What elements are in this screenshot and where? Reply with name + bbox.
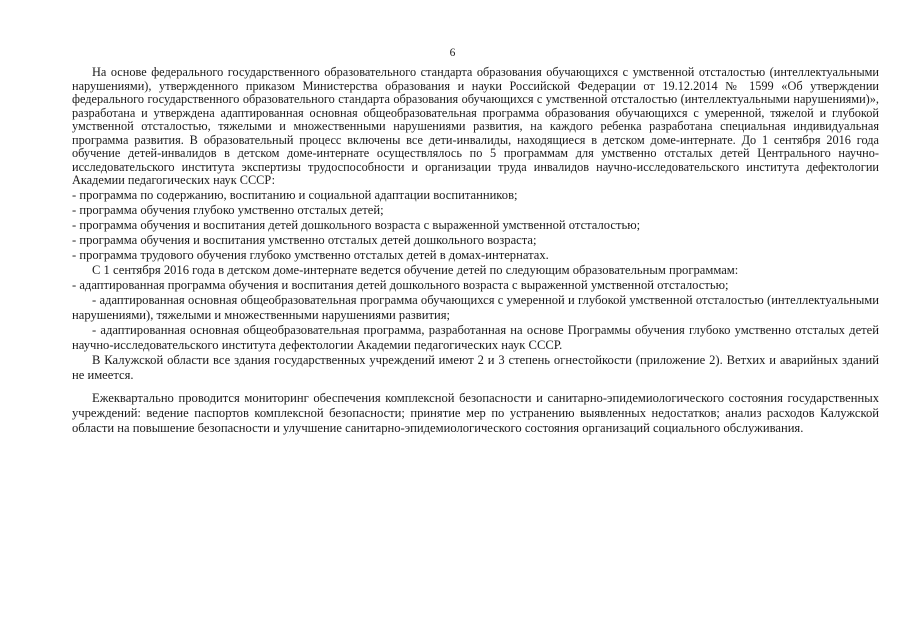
new-program-item: - адаптированная основная общеобразовательная программа, разработанная на основе Программы обучения глубоко умственно отсталых детей научно-исследовательского института дефектологии Академии педагогических наук СССР. [72, 322, 879, 352]
old-program-item: - программа обучения и воспитания детей дошкольного возраста с выраженной умственной отсталостью; [72, 217, 641, 232]
old-program-item: - программа обучения и воспитания умственно отсталых детей дошкольного возраста; [72, 232, 537, 247]
new-program-item: - адаптированная программа обучения и воспитания детей дошкольного возраста с выраженной умственной отсталостью; [72, 277, 729, 292]
monitoring-paragraph: Ежеквартально проводится мониторинг обеспечения комплексной безопасности и санитарно-эпидемиологического состояния государственных учреждений: ведение паспортов комплексной безопасности; принятие мер по устранению выявленных недостатков; анализ расходов Калужской области на повышение безопасности и улучшение санитарно-эпидемиологического состояния организаций социального обслуживания. [72, 390, 879, 435]
page-number: 6 [449, 47, 456, 59]
document-body [72, 66, 879, 436]
intro-paragraph: На основе федерального государственного образовательного стандарта образования обучающихся с умственной отсталостью (интеллектуальными нарушениями), утвержденного приказом Министерства образования и науки Российской Федерации от 19.12.2014 № 1599 «Об утверждении федерального государственного образовательного стандарта образования обучающихся с умственной отсталостью (интеллектуальными нарушениями)», разработана и утверждена адаптированная основная общеобразовательная программа образования обучающихся с умеренной, тяжелой и глубокой умственной отсталостью, тяжелыми и множественными нарушениями развития, на каждого ребенка разработана специальная индивидуальная программа развития. В образовательный процесс включены все дети-инвалиды, находящиеся в детском доме-интернате. До 1 сентября 2016 года обучение детей-инвалидов в детском доме-интернате осуществлялось по 5 программам для умственно отсталых детей Центрального научно-исследовательского института экспертизы трудоспособности и организации труда инвалидов научно-исследовательского института дефектологии Академии педагогических наук СССР: [72, 65, 879, 187]
old-program-item: - программа обучения глубоко умственно отсталых детей; [72, 202, 384, 217]
old-program-item: - программа по содержанию, воспитанию и социальной адаптации воспитанников; [72, 187, 518, 202]
new-program-item: - адаптированная основная общеобразовательная программа обучающихся с умеренной и глубокой умственной отсталостью (интеллектуальными нарушениями), тяжелыми и множественными нарушениями развития; [72, 292, 879, 322]
old-program-item: - программа трудового обучения глубоко умственно отсталых детей в домах-интернатах. [72, 247, 549, 262]
buildings-paragraph: В Калужской области все здания государственных учреждений имеют 2 и 3 степень огнестойкости (приложение 2). Ветхих и аварийных зданий не имеется. [72, 352, 879, 382]
since-2016-paragraph: С 1 сентября 2016 года в детском доме-интернате ведется обучение детей по следующим образовательным программам: [92, 262, 739, 277]
